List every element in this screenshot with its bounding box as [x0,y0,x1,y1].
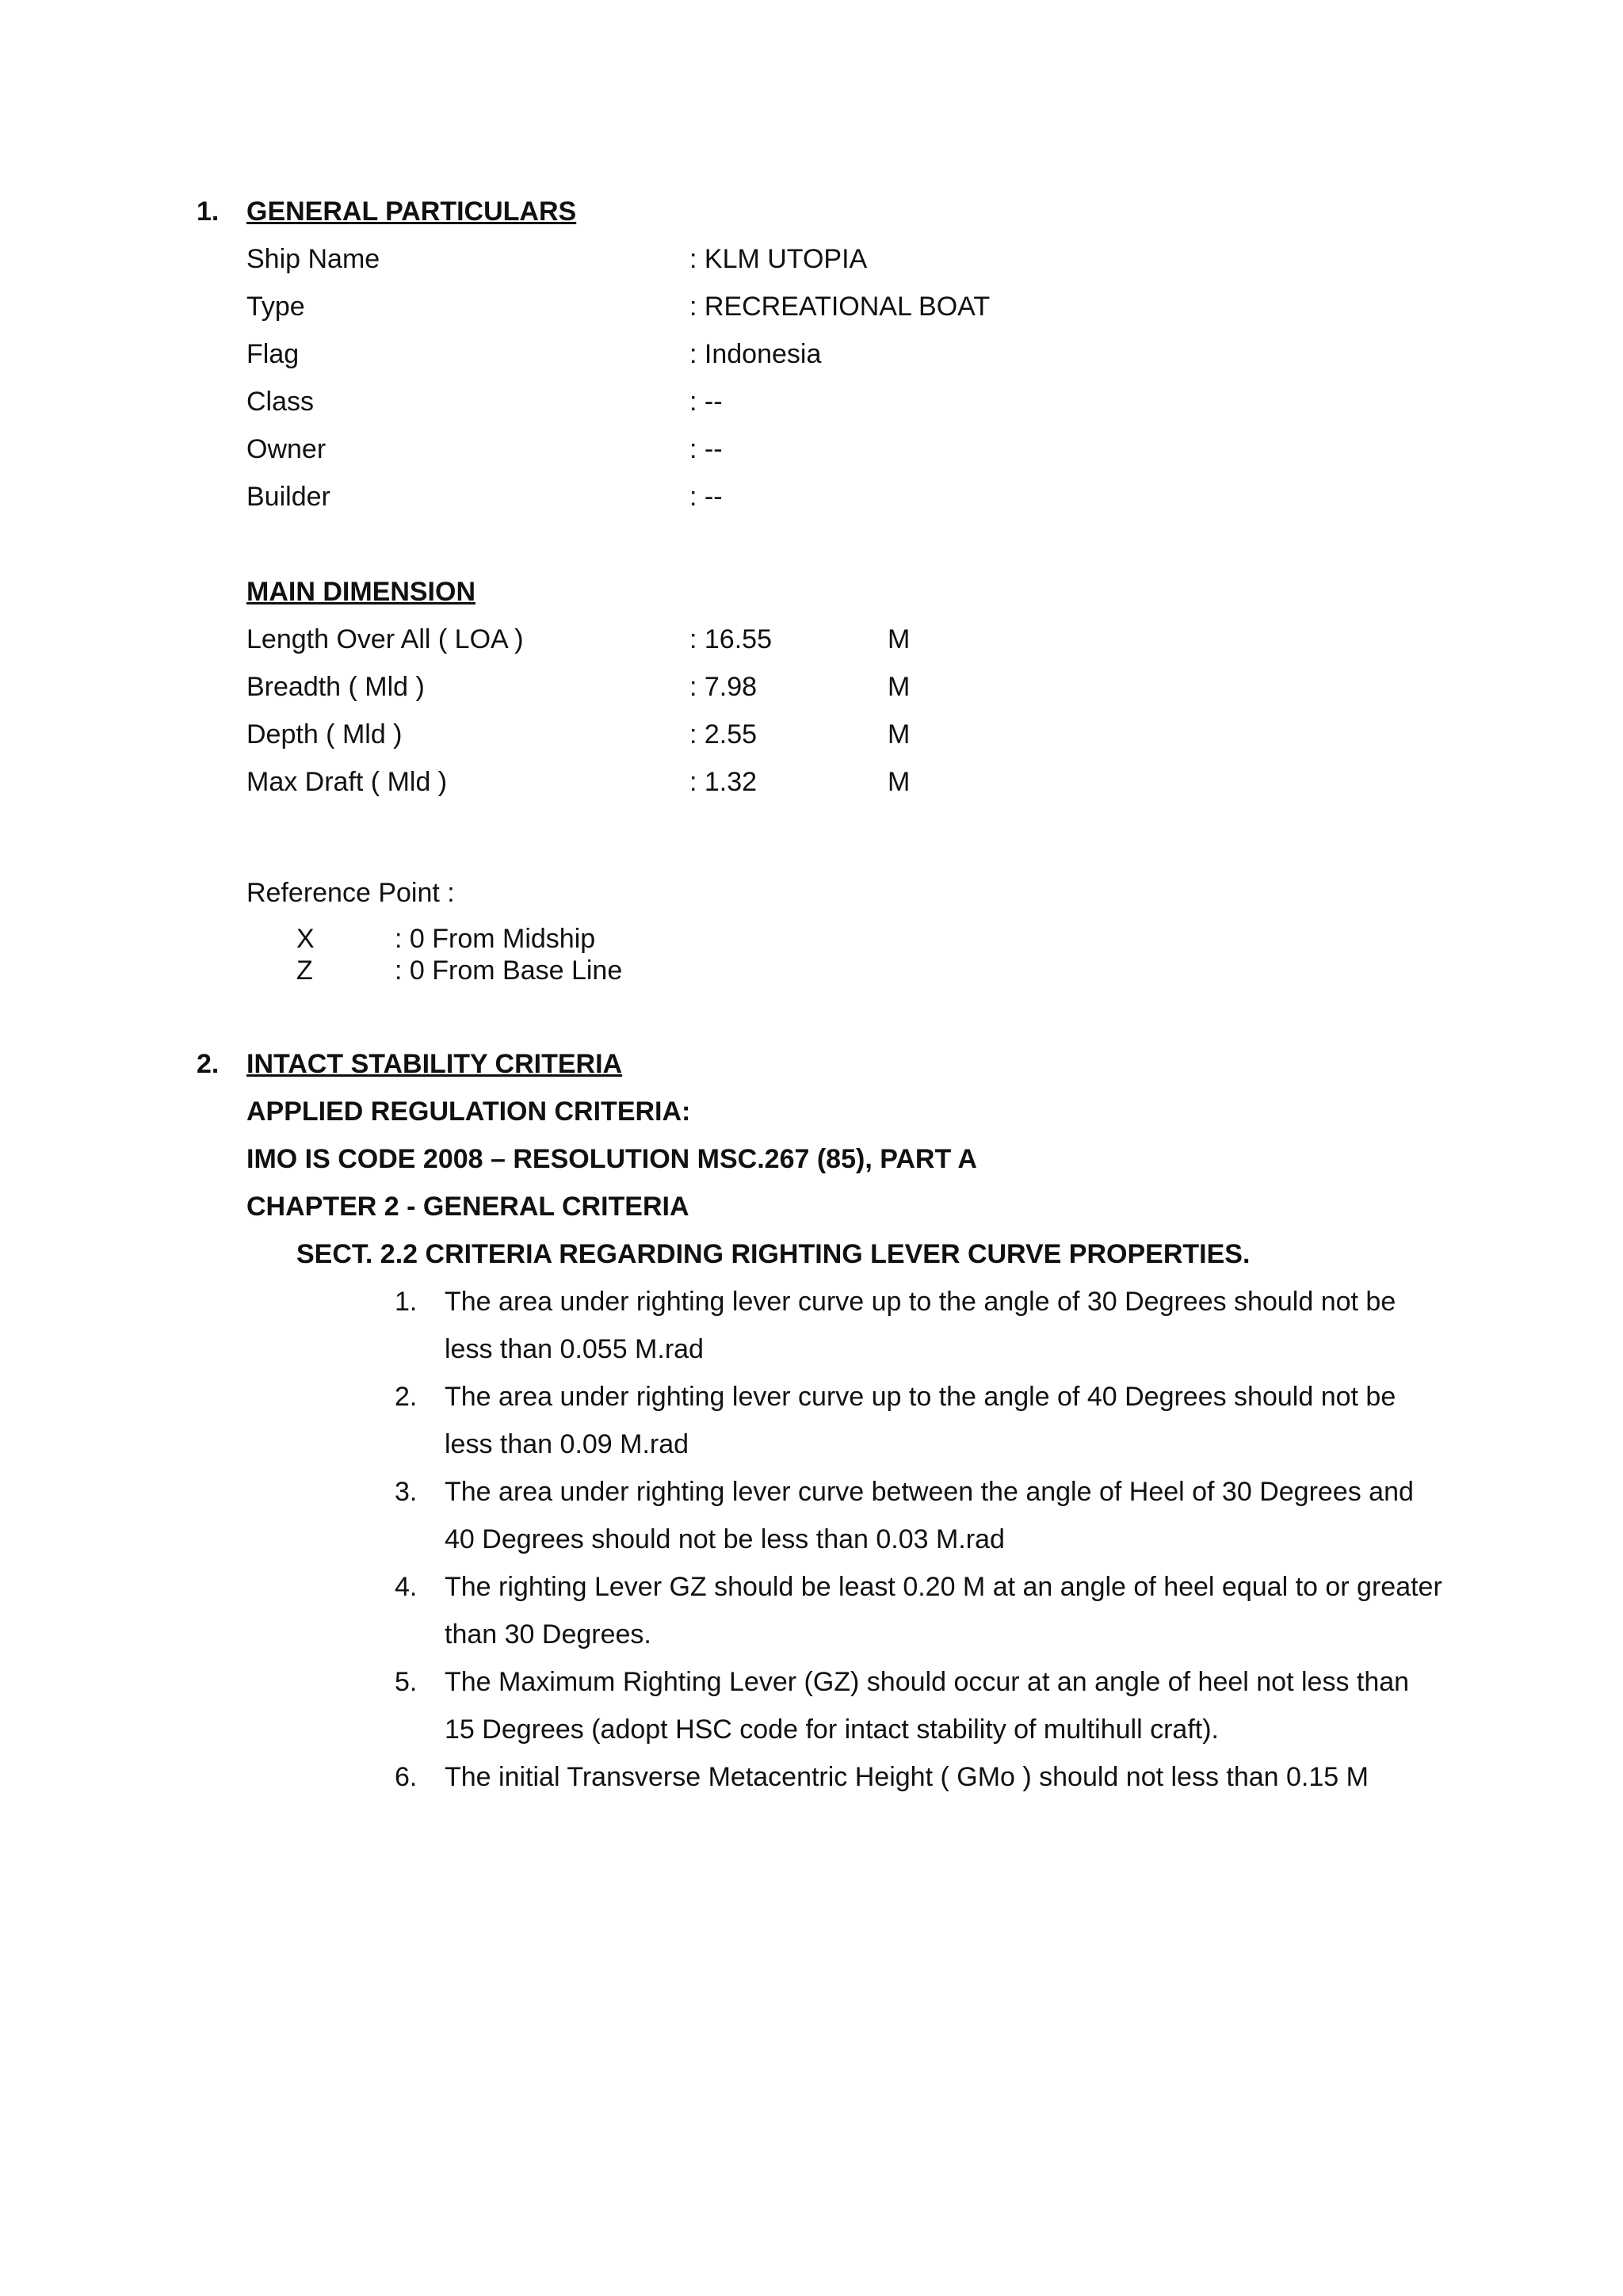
particular-label: Class [246,387,315,417]
criteria-text: The righting Lever GZ should be least 0.20 M at an angle of heel equal to or greater [445,1572,1442,1602]
criteria-number: 5. [395,1667,418,1697]
dimension-value: : 16.55 [689,624,772,654]
criteria-text: The area under righting lever curve up to the angle of 30 Degrees should not be [445,1287,1396,1317]
particular-label: Type [246,292,305,322]
main-dimension-title: MAIN DIMENSION [246,577,475,607]
dimension-unit: M [888,672,911,702]
particular-value: : -- [689,434,723,464]
particular-value: : KLM UTOPIA [689,244,868,274]
particular-value: : RECREATIONAL BOAT [689,292,991,322]
reference-point-label: Reference Point : [246,878,455,908]
reference-value: : 0 From Base Line [395,955,623,986]
regulation-code: IMO IS CODE 2008 – RESOLUTION MSC.267 (85), PART A [246,1144,977,1174]
criteria-number: 6. [395,1762,418,1792]
criteria-text: than 30 Degrees. [445,1619,651,1650]
section-1-title: GENERAL PARTICULARS [246,196,577,227]
criteria-text: The initial Transverse Metacentric Height ( GMo ) should not less than 0.15 M [445,1762,1369,1792]
particular-value: : -- [689,387,723,417]
dimension-label: Breadth ( Mld ) [246,672,425,702]
dimension-label: Depth ( Mld ) [246,719,403,749]
reference-value: : 0 From Midship [395,924,596,954]
dimension-unit: M [888,767,911,797]
dimension-value: : 2.55 [689,719,758,749]
criteria-text: The area under righting lever curve between the angle of Heel of 30 Degrees and [445,1477,1414,1507]
chapter-heading: CHAPTER 2 - GENERAL CRITERIA [246,1192,689,1222]
criteria-number: 3. [395,1477,418,1507]
criteria-number: 4. [395,1572,418,1602]
particular-label: Owner [246,434,327,464]
particular-label: Ship Name [246,244,380,274]
section-1-number: 1. [197,196,220,227]
reference-axis: Z [296,955,313,986]
dimension-value: : 7.98 [689,672,758,702]
dimension-label: Max Draft ( Mld ) [246,767,448,797]
applied-regulation-heading: APPLIED REGULATION CRITERIA: [246,1097,691,1127]
criteria-number: 2. [395,1382,418,1412]
criteria-text: 15 Degrees (adopt HSC code for intact stability of multihull craft). [445,1714,1219,1745]
particular-label: Builder [246,482,330,512]
section-heading: SECT. 2.2 CRITERIA REGARDING RIGHTING LEVER CURVE PROPERTIES. [296,1239,1251,1269]
criteria-text: The Maximum Righting Lever (GZ) should occur at an angle of heel not less than [445,1667,1410,1697]
criteria-text: 40 Degrees should not be less than 0.03 M.rad [445,1524,1005,1554]
criteria-text: The area under righting lever curve up to the angle of 40 Degrees should not be [445,1382,1396,1412]
reference-axis: X [296,924,315,954]
section-2-number: 2. [197,1049,220,1079]
criteria-text: less than 0.09 M.rad [445,1429,689,1459]
criteria-text: less than 0.055 M.rad [445,1334,704,1364]
dimension-label: Length Over All ( LOA ) [246,624,524,654]
section-2-title: INTACT STABILITY CRITERIA [246,1049,623,1079]
particular-value: : -- [689,482,723,512]
particular-value: : Indonesia [689,339,822,369]
particular-label: Flag [246,339,300,369]
criteria-number: 1. [395,1287,418,1317]
dimension-unit: M [888,624,911,654]
dimension-unit: M [888,719,911,749]
dimension-value: : 1.32 [689,767,758,797]
